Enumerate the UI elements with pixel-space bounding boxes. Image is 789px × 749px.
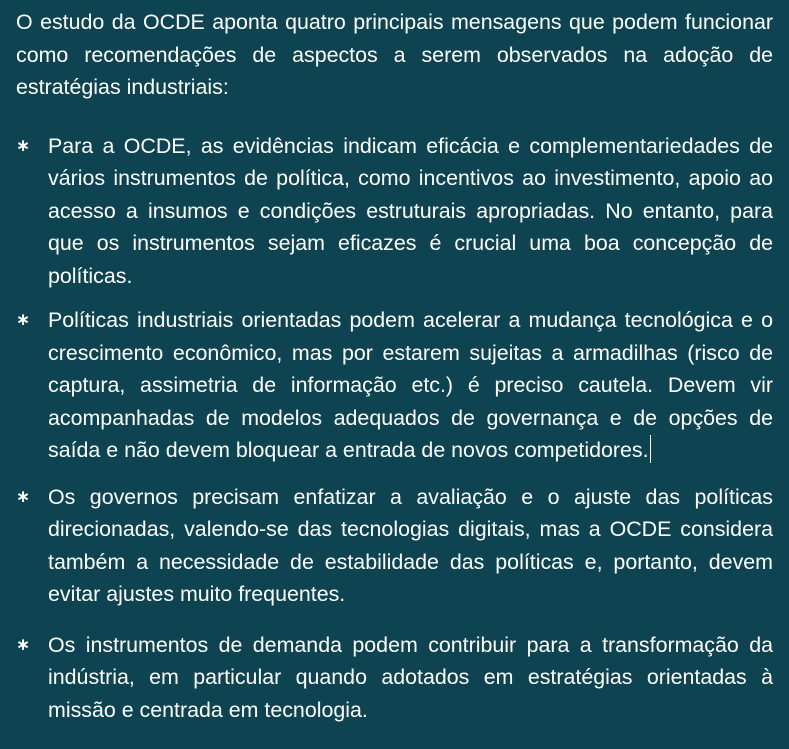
- bullet-item-3: [16, 481, 773, 611]
- bullet-list: [16, 130, 773, 727]
- intro-paragraph: O estudo da OCDE aponta quatro principais mensagens que podem funcionar como recomendações de aspectos a serem observados na adoção de estratégias industriais:: [16, 10, 773, 99]
- bullet-text-3: Os governos precisam enfatizar a avaliação e o ajuste das políticas direcionadas, valendo-se das tecnologias digitais, mas a OCDE considera também a necessidade de estabilidade das políticas e, portanto, devem evitar ajustes muito frequentes.: [48, 484, 773, 606]
- bullet-text-2[interactable]: Políticas industriais orientadas podem acelerar a mudança tecnológica e o crescimento econômico, mas por estarem sujeitas a armadilhas (risco de captura, assimetria de informação etc.) é preciso cautela. Devem vir acompanhadas de modelos adequados de governança e de opções de saída e não devem bloquear a entrada de novos competidores.: [48, 308, 773, 462]
- bullet-item-1: [16, 130, 773, 293]
- bullet-item-2[interactable]: [16, 304, 773, 467]
- asterisk-bullet-icon: ∗: [16, 634, 31, 654]
- bullet-item-4: [16, 629, 773, 727]
- asterisk-bullet-icon: ∗: [16, 135, 31, 155]
- bullet-text-1: Para a OCDE, as evidências indicam eficácia e complementariedades de vários instrumentos de política, como incentivos ao investimento, apoio ao acesso a insumos e condições estruturais apropriadas. No entanto, para que os instrumentos sejam eficazes é crucial uma boa concepção de políticas.: [48, 133, 773, 288]
- asterisk-bullet-icon: ∗: [16, 486, 31, 506]
- bullet-text-4: Os instrumentos de demanda podem contribuir para a transformação da indústria, em particular quando adotados em estratégias orientadas à missão e centrada em tecnologia.: [48, 632, 773, 722]
- text-cursor: [650, 435, 651, 463]
- asterisk-bullet-icon: ∗: [16, 310, 31, 329]
